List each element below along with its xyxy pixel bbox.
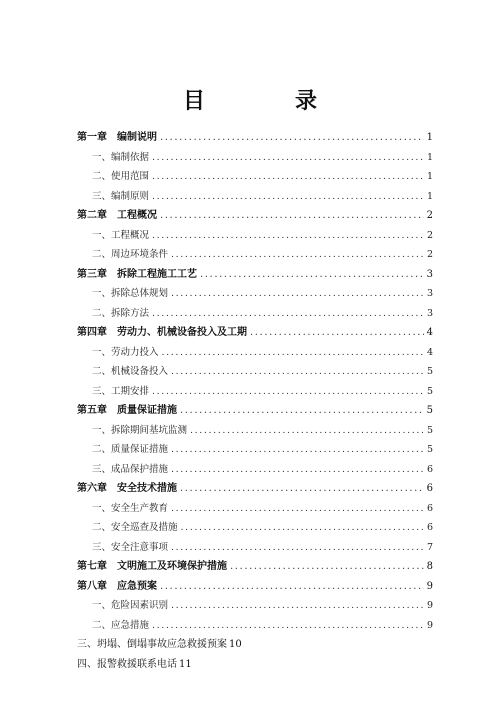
page-number: 2	[426, 249, 433, 260]
dot-leader	[171, 245, 424, 265]
dot-leader	[152, 304, 424, 324]
section-title: 三、成品保护措施	[92, 463, 169, 475]
toc-chapter-entry[interactable]	[77, 557, 433, 577]
toc-entry-label	[77, 577, 157, 597]
toc-chapter-entry[interactable]	[77, 479, 433, 499]
chapter-number: 第七章	[77, 561, 107, 572]
toc-section-entry[interactable]	[77, 187, 433, 207]
page-number: 9	[426, 619, 433, 631]
toc-section-entry[interactable]	[77, 362, 433, 382]
toc-section-entry[interactable]	[77, 596, 433, 616]
table-of-contents	[77, 128, 433, 674]
section-title: 三、坍塌、倒塌事故应急救援预案	[77, 639, 227, 650]
section-title: 四、报警救援联系电话	[77, 658, 177, 670]
toc-chapter-entry[interactable]	[77, 577, 433, 597]
section-title: 三、工期安排	[92, 385, 150, 397]
chapter-number: 第六章	[77, 483, 107, 494]
dot-leader	[171, 499, 424, 519]
toc-entry-label	[92, 362, 168, 382]
dot-leader	[152, 148, 424, 168]
toc-section-entry[interactable]	[77, 226, 433, 246]
toc-entry-label	[92, 616, 149, 636]
section-title: 二、质量保证措施	[92, 444, 169, 455]
toc-section-entry[interactable]	[77, 148, 433, 168]
chapter-number: 第二章	[77, 210, 107, 221]
toc-entry-label	[77, 557, 227, 577]
toc-entry-label	[92, 460, 168, 480]
section-title: 二、周边环境条件	[92, 249, 169, 260]
dot-leader	[152, 167, 424, 187]
toc-section-entry[interactable]	[77, 518, 433, 538]
toc-entry-label	[92, 343, 159, 363]
toc-chapter-entry[interactable]	[77, 128, 433, 148]
chapter-number: 第四章	[77, 327, 107, 338]
dot-leader	[250, 323, 424, 343]
dot-leader	[180, 401, 424, 421]
page-number: 7	[426, 541, 433, 553]
toc-entry-label	[92, 304, 149, 324]
toc-entry-label	[77, 128, 157, 148]
toc-entry-label	[77, 635, 227, 655]
page-number: 9	[426, 600, 433, 611]
page-number: 6	[426, 483, 433, 494]
toc-chapter-entry[interactable]	[77, 265, 433, 285]
dot-leader	[160, 128, 424, 148]
page-number: 5	[426, 405, 433, 416]
toc-section-entry[interactable]	[77, 616, 433, 636]
dot-leader	[180, 479, 424, 499]
toc-section-entry[interactable]	[77, 538, 433, 558]
section-title: 二、使用范围	[92, 171, 150, 182]
toc-entry-label	[77, 479, 177, 499]
toc-section-entry[interactable]	[77, 440, 433, 460]
toc-entry-label	[92, 538, 168, 558]
toc-section-entry[interactable]	[77, 635, 433, 655]
toc-entry-label	[92, 284, 168, 304]
toc-entry-label	[77, 265, 197, 285]
dot-leader	[230, 557, 424, 577]
toc-chapter-entry[interactable]	[77, 206, 433, 226]
page-number: 5	[426, 424, 433, 436]
dot-leader	[200, 265, 424, 285]
toc-section-entry[interactable]	[77, 304, 433, 324]
page-number: 3	[426, 268, 433, 280]
section-title: 一、拆除总体规划	[92, 288, 169, 299]
section-title: 二、机械设备投入	[92, 366, 169, 377]
toc-section-entry[interactable]	[77, 499, 433, 519]
dot-leader	[152, 382, 424, 402]
dot-leader	[160, 577, 424, 597]
toc-section-entry[interactable]	[77, 167, 433, 187]
dot-leader	[152, 187, 424, 207]
toc-section-entry[interactable]	[77, 382, 433, 402]
dot-leader	[152, 616, 424, 636]
chapter-title: 质量保证措施	[117, 405, 177, 416]
toc-section-entry[interactable]	[77, 245, 433, 265]
page-number: 10	[229, 639, 242, 650]
page-number: 1	[426, 171, 433, 182]
chapter-title: 工程概况	[117, 210, 157, 221]
section-title: 一、工程概况	[92, 229, 150, 241]
dot-leader	[160, 206, 424, 226]
section-title: 一、危险因素识别	[92, 600, 169, 611]
toc-section-entry[interactable]	[77, 421, 433, 441]
toc-entry-label	[92, 421, 187, 441]
dot-leader	[171, 362, 424, 382]
section-title: 三、编制原则	[92, 190, 150, 202]
dot-leader	[171, 596, 424, 616]
toc-chapter-entry[interactable]	[77, 401, 433, 421]
toc-entry-label	[92, 245, 168, 265]
toc-section-entry[interactable]	[77, 284, 433, 304]
page-number: 11	[179, 658, 192, 670]
section-title: 三、安全注意事项	[92, 541, 169, 553]
toc-entry-label	[92, 440, 168, 460]
page-number: 6	[426, 522, 433, 533]
page-number: 1	[426, 132, 433, 143]
dot-leader	[171, 538, 424, 558]
chapter-title: 拆除工程施工工艺	[117, 268, 197, 280]
toc-entry-label	[77, 206, 157, 226]
dot-leader	[181, 518, 424, 538]
section-title: 一、劳动力投入	[92, 346, 159, 358]
section-title: 二、拆除方法	[92, 307, 150, 319]
toc-entry-label	[92, 499, 168, 519]
toc-entry-label	[92, 382, 149, 402]
chapter-number: 第五章	[77, 405, 107, 416]
page-number: 3	[426, 307, 433, 319]
chapter-title: 安全技术措施	[117, 483, 177, 494]
toc-chapter-entry[interactable]	[77, 323, 433, 343]
chapter-title: 文明施工及环境保护措施	[117, 561, 227, 572]
page-number: 3	[426, 288, 433, 299]
dot-leader	[171, 460, 424, 480]
page-number: 4	[426, 327, 433, 338]
toc-section-entry[interactable]	[77, 343, 433, 363]
section-title: 二、安全巡查及措施	[92, 522, 178, 533]
page-number: 1	[426, 190, 433, 202]
toc-entry-label	[77, 655, 177, 675]
chapter-number: 第八章	[77, 580, 107, 592]
section-title: 二、应急措施	[92, 619, 150, 631]
toc-section-entry[interactable]	[77, 655, 433, 675]
toc-entry-label	[92, 148, 149, 168]
toc-entry-label	[92, 596, 168, 616]
toc-entry-label	[77, 323, 247, 343]
page-title: 目 录	[182, 88, 351, 114]
section-title: 一、编制依据	[92, 151, 150, 163]
dot-leader	[171, 284, 424, 304]
dot-leader	[190, 421, 424, 441]
page-number: 4	[426, 346, 433, 358]
page-number: 8	[426, 561, 433, 572]
page-number: 5	[426, 385, 433, 397]
toc-entry-label	[92, 226, 149, 246]
chapter-number: 第三章	[77, 268, 107, 280]
page-number: 2	[426, 210, 433, 221]
toc-section-entry[interactable]	[77, 460, 433, 480]
toc-entry-label	[77, 401, 177, 421]
dot-leader	[162, 343, 424, 363]
dot-leader	[152, 226, 424, 246]
chapter-title: 劳动力、机械设备投入及工期	[117, 327, 247, 338]
page-number: 9	[426, 580, 433, 592]
page-number: 6	[426, 502, 433, 514]
chapter-title: 编制说明	[117, 132, 157, 143]
section-title: 一、安全生产教育	[92, 502, 169, 514]
chapter-title: 应急预案	[117, 580, 157, 592]
chapter-number: 第一章	[77, 132, 107, 143]
page-number: 1	[426, 151, 433, 163]
dot-leader	[171, 440, 424, 460]
toc-entry-label	[92, 187, 149, 207]
page-number: 2	[426, 229, 433, 241]
toc-entry-label	[92, 167, 149, 187]
page-number: 6	[426, 463, 433, 475]
page-number: 5	[426, 366, 433, 377]
section-title: 一、拆除期间基坑监测	[92, 424, 188, 436]
toc-entry-label	[92, 518, 178, 538]
page-number: 5	[426, 444, 433, 455]
